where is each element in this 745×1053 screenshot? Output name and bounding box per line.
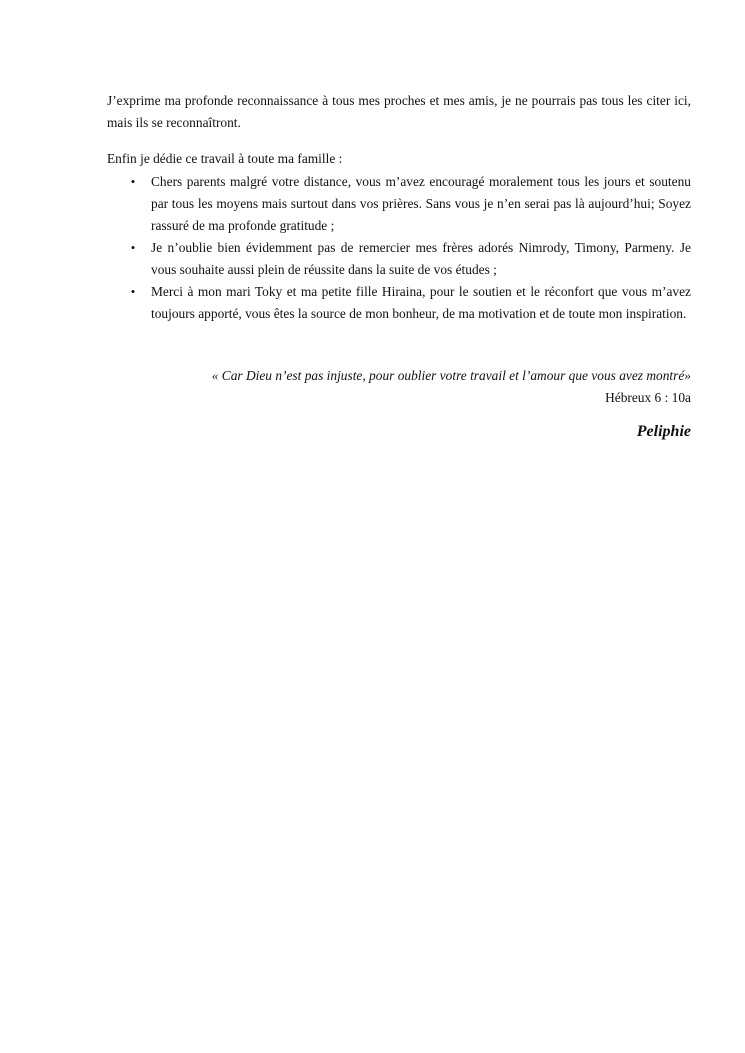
document-page: [107, 90, 691, 443]
bullet-icon: •: [130, 284, 136, 299]
thanks-paragraph: J’exprime ma profonde reconnaissance à tous mes proches et mes amis, je ne pourrais pas tous les citer ici, mais ils se reconnaîtront.: [107, 93, 691, 130]
family-list: [107, 171, 691, 325]
list-item: [107, 171, 691, 237]
bullet-icon: •: [130, 174, 136, 189]
dedication-intro: Enfin je dédie ce travail à toute ma famille :: [107, 151, 343, 166]
quote-reference: Hébreux 6 : 10a: [605, 390, 691, 405]
list-item: [107, 281, 691, 325]
list-item-text: Merci à mon mari Toky et ma petite fille Hiraina, pour le soutien et le réconfort que vous m’avez toujours apporté, vous êtes la source de mon bonheur, de ma motivation et de toute mon inspiration.: [151, 284, 691, 321]
list-item-text: Je n’oublie bien évidemment pas de remercier mes frères adorés Nimrody, Timony, Parmeny. Je vous souhaite aussi plein de réussite dans la suite de vos études ;: [151, 240, 691, 277]
bible-quote: « Car Dieu n’est pas injuste, pour oublier votre travail et l’amour que vous avez montré»: [211, 368, 691, 383]
list-item: [107, 237, 691, 281]
bullet-icon: •: [130, 240, 136, 255]
list-item-text: Chers parents malgré votre distance, vous m’avez encouragé moralement tous les jours et soutenu par tous les moyens mais surtout dans vos prières. Sans vous je n’en serai pas là aujourd’hui; Soyez rassuré de ma profonde gratitude ;: [151, 174, 691, 233]
author-signature: Peliphie: [636, 423, 691, 440]
